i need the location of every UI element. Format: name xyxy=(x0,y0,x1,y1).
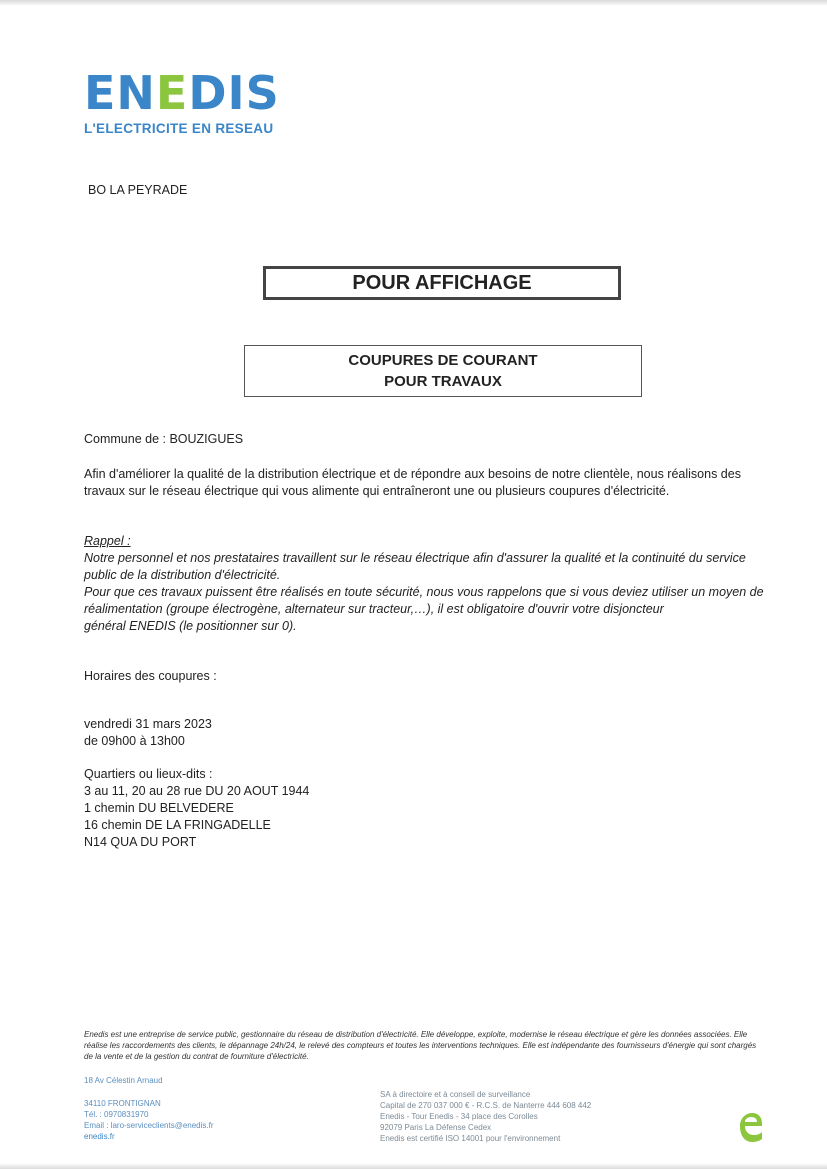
footer-legal-notice: Enedis est une entreprise de service public, gestionnaire du réseau de distribution d'électricité. Elle développe, exploite, modernise le réseau électrique et gère les données associées. Elle réalise les raccordements des clients, le dépannage 24h/24, le relevé des compteurs et toutes les interventions techniques. Elle est indépendante des fournisseurs d'énergie qui sont chargés de la vente et de la gestion du contrat de fourniture d'électricité. xyxy=(84,1030,757,1061)
schedule-date: vendredi 31 mars 2023 xyxy=(84,717,212,731)
rappel-paragraph-2b: général ENEDIS (le positionner sur 0). xyxy=(84,619,297,633)
coupures-title-box xyxy=(244,345,642,397)
intro-paragraph: Afin d'améliorer la qualité de la distribution électrique et de répondre aux besoins de notre clientèle, nous réalisons des travaux sur le réseau électrique qui vous alimente qui entraîneront une ou plusieurs coupures d'électricité. xyxy=(84,467,741,498)
footer-corp-1: SA à directoire et à conseil de surveillance xyxy=(380,1090,531,1099)
list-item: 3 au 11, 20 au 28 rue DU 20 AOUT 1944 xyxy=(84,784,310,798)
schedule-time: de 09h00 à 13h00 xyxy=(84,734,185,748)
logo-text-mid: E xyxy=(155,66,189,120)
commune: Commune de : BOUZIGUES xyxy=(84,432,244,446)
quartiers-list xyxy=(84,766,309,851)
coupures-title-line2: POUR TRAVAUX xyxy=(384,373,502,390)
footer-contact xyxy=(84,1075,214,1142)
footer-address-1: 18 Av Célestin Arnaud xyxy=(84,1076,163,1085)
rappel-paragraph-1: Notre personnel et nos prestataires travaillent sur le réseau électrique afin d'assurer la qualité et la continuité du service public de la distribution d'électricité. xyxy=(84,551,746,582)
rappel-block xyxy=(84,550,774,635)
quartiers-label: Quartiers ou lieux-dits : xyxy=(84,767,213,781)
schedule xyxy=(84,716,212,750)
logo-text-right: DIS xyxy=(188,66,280,120)
footer-corp-3: Enedis - Tour Enedis - 34 place des Corolles xyxy=(380,1112,538,1121)
footer-corporate xyxy=(380,1089,591,1144)
pour-affichage-title: POUR AFFICHAGE xyxy=(352,271,532,294)
pour-affichage-box xyxy=(263,266,621,300)
footer-corp-4: 92079 Paris La Défense Cedex xyxy=(380,1123,492,1132)
rappel-paragraph-2a: Pour que ces travaux puissent être réalisés en toute sécurité, nous vous rappelons que si vous deviez utiliser un moyen de réalimentation (groupe électrogène, alternateur sur tracteur,…), il est obligatoire d'ouvrir votre disjoncteur xyxy=(84,585,764,616)
site-name: BO LA PEYRADE xyxy=(88,183,188,197)
logo-text-left: EN xyxy=(84,66,156,120)
list-item: N14 QUA DU PORT xyxy=(84,835,197,849)
coupures-title-line1: COUPURES DE COURANT xyxy=(348,352,538,369)
footer-corp-2: Capital de 270 037 000 € - R.C.S. de Nanterre 444 608 442 xyxy=(380,1101,592,1110)
scan-bottom-edge xyxy=(0,1163,827,1169)
footer-address-2: 34110 FRONTIGNAN xyxy=(84,1099,161,1108)
rappel-title: Rappel : xyxy=(84,534,131,548)
footer-email[interactable]: Email : laro-serviceclients@enedis.fr xyxy=(84,1121,214,1130)
list-item: 1 chemin DU BELVEDERE xyxy=(84,801,234,815)
footer-website[interactable]: enedis.fr xyxy=(84,1132,115,1141)
horaires-label: Horaires des coupures : xyxy=(84,669,217,683)
footer-corp-5: Enedis est certifié ISO 14001 pour l'environnement xyxy=(380,1134,561,1143)
scan-top-edge xyxy=(0,0,827,6)
list-item: 16 chemin DE LA FRINGADELLE xyxy=(84,818,271,832)
logo-tagline: L'ELECTRICITE EN RESEAU xyxy=(84,121,274,136)
enedis-e-logo-icon xyxy=(730,1106,770,1146)
footer-phone: Tél. : 0970831970 xyxy=(84,1110,149,1119)
enedis-logo xyxy=(84,66,280,120)
